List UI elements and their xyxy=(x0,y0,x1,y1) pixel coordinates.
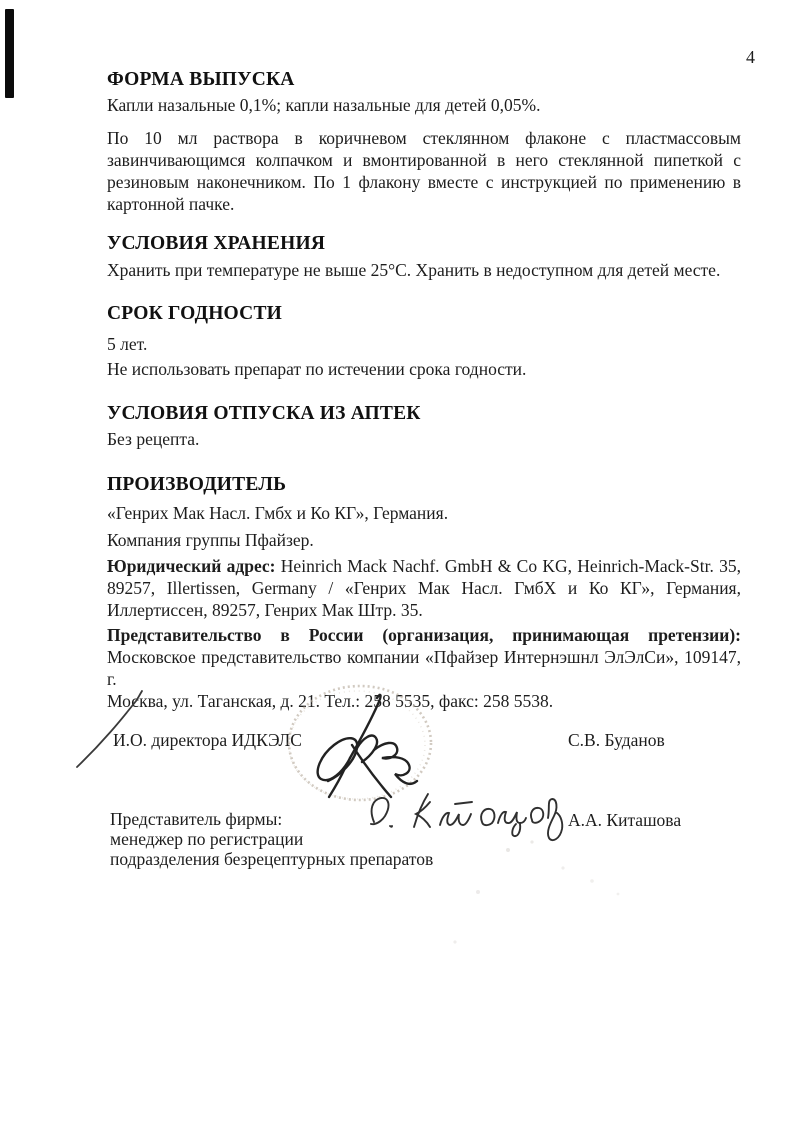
manufacturer-group: Компания группы Пфайзер. xyxy=(107,530,314,550)
representative-title-line-3: подразделения безрецептурных препаратов xyxy=(110,849,434,869)
packaging-line-1: По 10 мл раствора в коричневом стеклянном флаконе с пластмассовым xyxy=(107,128,741,148)
representative-line-2: Московское представительство компании «Пфайзер Интернэшнл ЭлЭлСи», 109147, г. xyxy=(107,647,741,689)
legal-address-paragraph xyxy=(107,555,741,621)
packaging-line-2: завинчивающимся колпачком и вмонтированной в него стеклянной пипеткой с xyxy=(107,150,741,170)
scan-artifact-bar xyxy=(5,9,14,98)
manufacturer-name: «Генрих Мак Насл. Гмбх и Ко КГ», Германия. xyxy=(107,503,449,523)
director-title: И.О. директора ИДКЭЛС xyxy=(113,730,302,750)
director-name: С.В. Буданов xyxy=(568,730,665,750)
representative-title-line-2: менеджер по регистрации xyxy=(110,829,304,849)
legal-address-line-1-rest: Heinrich Mack Nachf. GmbH & Co KG, Heinrich-Mack-Str. 35, xyxy=(280,556,741,576)
legal-address-line-3: Иллертиссен, 89257, Генрих Мак Штр. 35. xyxy=(107,600,423,620)
heading-dispensing: УСЛОВИЯ ОТПУСКА ИЗ АПТЕК xyxy=(107,403,421,424)
representative-line-3: Москва, ул. Таганская, д. 21. Тел.: 258 5535, факс: 258 5538. xyxy=(107,691,554,711)
representative-label: Представительство в России (организация, принимающая претензии): xyxy=(107,625,741,645)
release-form-packaging-paragraph xyxy=(107,127,741,215)
shelf-life-duration: 5 лет. xyxy=(107,334,148,354)
representative-title-line-1: Представитель фирмы: xyxy=(110,809,283,829)
representative-name: А.А. Киташова xyxy=(568,810,682,830)
packaging-line-3: резиновым наконечником. По 1 флакону вместе с инструкцией по применению в xyxy=(107,172,741,192)
representative-paragraph xyxy=(107,624,741,712)
ink-specks-icon xyxy=(453,840,619,943)
storage-text: Хранить при температуре не выше 25°С. Хранить в недоступном для детей месте. xyxy=(107,260,721,280)
dispensing-text: Без рецепта. xyxy=(107,429,200,449)
representative-title-block xyxy=(110,809,470,869)
packaging-line-4: картонной пачке. xyxy=(107,194,235,214)
heading-storage: УСЛОВИЯ ХРАНЕНИЯ xyxy=(107,233,326,254)
page-number: 4 xyxy=(746,47,755,67)
shelf-life-note: Не использовать препарат по истечении срока годности. xyxy=(107,359,527,379)
heading-shelf-life: СРОК ГОДНОСТИ xyxy=(107,303,283,324)
heading-release-form: ФОРМА ВЫПУСКА xyxy=(107,69,295,90)
legal-address-line-2: 89257, Illertissen, Germany / «Генрих Мак Насл. ГмбХ и Ко КГ», Германия, xyxy=(107,578,741,598)
heading-manufacturer: ПРОИЗВОДИТЕЛЬ xyxy=(107,474,287,495)
release-form-intro: Капли назальные 0,1%; капли назальные для детей 0,05%. xyxy=(107,95,541,115)
legal-address-label: Юридический адрес: xyxy=(107,556,276,576)
legal-address-line-1 xyxy=(107,555,741,577)
